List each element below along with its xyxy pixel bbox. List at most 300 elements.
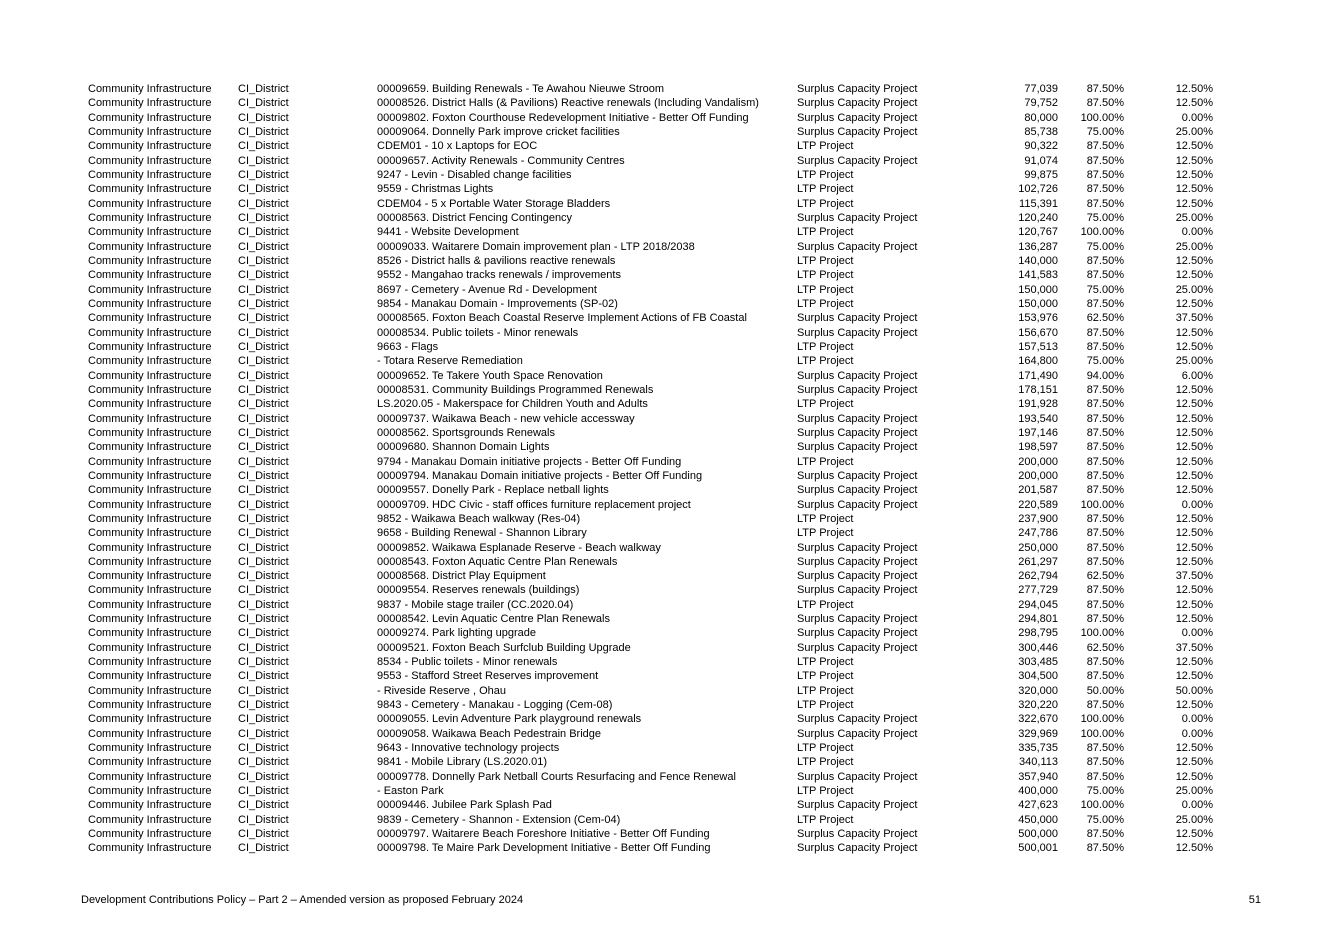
project-cell: 00009852. Waikawa Esplanade Reserve - Beach walkway — [377, 541, 661, 554]
district-cell: CI_District — [238, 742, 289, 755]
district-cell: CI_District — [238, 297, 289, 310]
other-share-cell: 50.00% — [1175, 684, 1213, 697]
project-type-cell: Surplus Capacity Project — [797, 469, 918, 482]
amount-cell: 197,146 — [1018, 426, 1058, 439]
amount-cell: 300,446 — [1018, 641, 1058, 654]
growth-share-cell: 100.00% — [1080, 498, 1124, 511]
project-type-cell: Surplus Capacity Project — [797, 412, 918, 425]
amount-cell: 303,485 — [1018, 656, 1058, 669]
category-cell: Community Infrastructure — [88, 326, 212, 339]
category-cell: Community Infrastructure — [88, 383, 212, 396]
amount-cell: 157,513 — [1018, 340, 1058, 353]
growth-share-cell: 87.50% — [1086, 383, 1124, 396]
table-row — [88, 526, 1228, 540]
project-cell: 8697 - Cemetery - Avenue Rd - Development — [377, 283, 597, 296]
growth-share-cell: 62.50% — [1086, 312, 1124, 325]
category-cell: Community Infrastructure — [88, 283, 212, 296]
table-row — [88, 111, 1228, 125]
project-type-cell: LTP Project — [797, 283, 854, 296]
table-row — [88, 154, 1228, 168]
table-row — [88, 82, 1228, 96]
growth-share-cell: 87.50% — [1086, 842, 1124, 855]
project-type-cell: Surplus Capacity Project — [797, 498, 918, 511]
amount-cell: 191,928 — [1018, 398, 1058, 411]
other-share-cell: 12.50% — [1175, 555, 1213, 568]
district-cell: CI_District — [238, 699, 289, 712]
category-cell: Community Infrastructure — [88, 97, 212, 110]
other-share-cell: 12.50% — [1175, 183, 1213, 196]
district-cell: CI_District — [238, 168, 289, 181]
growth-share-cell: 75.00% — [1086, 125, 1124, 138]
other-share-cell: 12.50% — [1175, 455, 1213, 468]
growth-share-cell: 87.50% — [1086, 441, 1124, 454]
project-cell: 00009798. Te Maire Park Development Initiative - Better Off Funding — [377, 842, 711, 855]
amount-cell: 298,795 — [1018, 627, 1058, 640]
growth-share-cell: 87.50% — [1086, 770, 1124, 783]
growth-share-cell: 75.00% — [1086, 785, 1124, 798]
other-share-cell: 12.50% — [1175, 527, 1213, 540]
table-row — [88, 412, 1228, 426]
district-cell: CI_District — [238, 512, 289, 525]
other-share-cell: 12.50% — [1175, 83, 1213, 95]
other-share-cell: 25.00% — [1175, 283, 1213, 296]
category-cell: Community Infrastructure — [88, 555, 212, 568]
amount-cell: 90,322 — [1024, 140, 1058, 153]
project-type-cell: Surplus Capacity Project — [797, 383, 918, 396]
table-row — [88, 311, 1228, 325]
project-cell: 00009659. Building Renewals - Te Awahou Nieuwe Stroom — [377, 83, 664, 95]
project-cell: LS.2020.05 - Makerspace for Children Youth and Adults — [377, 398, 648, 411]
district-cell: CI_District — [238, 785, 289, 798]
district-cell: CI_District — [238, 211, 289, 224]
other-share-cell: 12.50% — [1175, 541, 1213, 554]
category-cell: Community Infrastructure — [88, 498, 212, 511]
growth-share-cell: 87.50% — [1086, 83, 1124, 95]
table-row — [88, 555, 1228, 569]
project-cell: 9553 - Stafford Street Reserves improvement — [377, 670, 599, 683]
project-cell: 8526 - District halls & pavilions reactive renewals — [377, 254, 616, 267]
other-share-cell: 12.50% — [1175, 742, 1213, 755]
amount-cell: 322,670 — [1018, 713, 1058, 726]
amount-cell: 102,726 — [1018, 183, 1058, 196]
amount-cell: 247,786 — [1018, 527, 1058, 540]
district-cell: CI_District — [238, 570, 289, 583]
district-cell: CI_District — [238, 240, 289, 253]
project-cell: 00009657. Activity Renewals - Community Centres — [377, 154, 625, 167]
district-cell: CI_District — [238, 627, 289, 640]
category-cell: Community Infrastructure — [88, 340, 212, 353]
other-share-cell: 12.50% — [1175, 269, 1213, 282]
district-cell: CI_District — [238, 828, 289, 841]
growth-share-cell: 87.50% — [1086, 469, 1124, 482]
other-share-cell: 12.50% — [1175, 770, 1213, 783]
project-cell: - Totara Reserve Remediation — [377, 355, 523, 368]
district-cell: CI_District — [238, 140, 289, 153]
growth-share-cell: 100.00% — [1080, 627, 1124, 640]
growth-share-cell: 87.50% — [1086, 699, 1124, 712]
district-cell: CI_District — [238, 340, 289, 353]
table-row — [88, 125, 1228, 139]
district-cell: CI_District — [238, 383, 289, 396]
project-type-cell: LTP Project — [797, 684, 854, 697]
table-row — [88, 283, 1228, 297]
growth-share-cell: 87.50% — [1086, 742, 1124, 755]
table-row — [88, 240, 1228, 254]
district-cell: CI_District — [238, 254, 289, 267]
project-type-cell: LTP Project — [797, 455, 854, 468]
amount-cell: 427,623 — [1018, 799, 1058, 812]
category-cell: Community Infrastructure — [88, 369, 212, 382]
amount-cell: 500,001 — [1018, 842, 1058, 855]
table-row — [88, 211, 1228, 225]
growth-share-cell: 100.00% — [1080, 713, 1124, 726]
district-cell: CI_District — [238, 842, 289, 855]
category-cell: Community Infrastructure — [88, 484, 212, 497]
other-share-cell: 0.00% — [1181, 713, 1213, 726]
table-row — [88, 369, 1228, 383]
category-cell: Community Infrastructure — [88, 355, 212, 368]
table-row — [88, 297, 1228, 311]
table-row — [88, 197, 1228, 211]
district-cell: CI_District — [238, 584, 289, 597]
table-row — [88, 770, 1228, 784]
project-cell: 00009055. Levin Adventure Park playground renewals — [377, 713, 642, 726]
table-row — [88, 698, 1228, 712]
project-cell: 9837 - Mobile stage trailer (CC.2020.04) — [377, 598, 574, 611]
amount-cell: 99,875 — [1024, 168, 1058, 181]
table-row — [88, 182, 1228, 196]
district-cell: CI_District — [238, 555, 289, 568]
project-type-cell: LTP Project — [797, 254, 854, 267]
project-cell: 00009778. Donnelly Park Netball Courts Resurfacing and Fence Renewal — [377, 770, 736, 783]
table-row — [88, 426, 1228, 440]
growth-share-cell: 87.50% — [1086, 656, 1124, 669]
category-cell: Community Infrastructure — [88, 469, 212, 482]
table-row — [88, 168, 1228, 182]
project-cell: 9839 - Cemetery - Shannon - Extension (Cem-04) — [377, 813, 621, 826]
amount-cell: 201,587 — [1018, 484, 1058, 497]
table-row — [88, 483, 1228, 497]
category-cell: Community Infrastructure — [88, 312, 212, 325]
category-cell: Community Infrastructure — [88, 297, 212, 310]
amount-cell: 153,976 — [1018, 312, 1058, 325]
table-row — [88, 827, 1228, 841]
other-share-cell: 12.50% — [1175, 326, 1213, 339]
projects-table — [88, 82, 1228, 856]
project-cell: 00008563. District Fencing Contingency — [377, 211, 573, 224]
table-row — [88, 268, 1228, 282]
other-share-cell: 12.50% — [1175, 197, 1213, 210]
project-type-cell: Surplus Capacity Project — [797, 441, 918, 454]
district-cell: CI_District — [238, 813, 289, 826]
category-cell: Community Infrastructure — [88, 83, 212, 95]
category-cell: Community Infrastructure — [88, 742, 212, 755]
project-cell: 9658 - Building Renewal - Shannon Library — [377, 527, 587, 540]
growth-share-cell: 75.00% — [1086, 355, 1124, 368]
table-row — [88, 612, 1228, 626]
table-row — [88, 813, 1228, 827]
amount-cell: 141,583 — [1018, 269, 1058, 282]
category-cell: Community Infrastructure — [88, 254, 212, 267]
category-cell: Community Infrastructure — [88, 756, 212, 769]
district-cell: CI_District — [238, 125, 289, 138]
project-type-cell: LTP Project — [797, 527, 854, 540]
table-row — [88, 455, 1228, 469]
other-share-cell: 25.00% — [1175, 240, 1213, 253]
district-cell: CI_District — [238, 770, 289, 783]
district-cell: CI_District — [238, 541, 289, 554]
growth-share-cell: 100.00% — [1080, 727, 1124, 740]
district-cell: CI_District — [238, 369, 289, 382]
district-cell: CI_District — [238, 283, 289, 296]
category-cell: Community Infrastructure — [88, 398, 212, 411]
project-type-cell: Surplus Capacity Project — [797, 584, 918, 597]
growth-share-cell: 87.50% — [1086, 670, 1124, 683]
project-cell: 9559 - Christmas Lights — [377, 183, 494, 196]
growth-share-cell: 87.50% — [1086, 527, 1124, 540]
district-cell: CI_District — [238, 684, 289, 697]
project-cell: 00009521. Foxton Beach Surfclub Building Upgrade — [377, 641, 631, 654]
other-share-cell: 12.50% — [1175, 699, 1213, 712]
category-cell: Community Infrastructure — [88, 813, 212, 826]
district-cell: CI_District — [238, 326, 289, 339]
project-type-cell: LTP Project — [797, 398, 854, 411]
growth-share-cell: 87.50% — [1086, 154, 1124, 167]
amount-cell: 171,490 — [1018, 369, 1058, 382]
category-cell: Community Infrastructure — [88, 426, 212, 439]
project-cell: 00009557. Donelly Park - Replace netball lights — [377, 484, 609, 497]
growth-share-cell: 75.00% — [1086, 240, 1124, 253]
other-share-cell: 12.50% — [1175, 598, 1213, 611]
category-cell: Community Infrastructure — [88, 412, 212, 425]
other-share-cell: 12.50% — [1175, 297, 1213, 310]
amount-cell: 120,240 — [1018, 211, 1058, 224]
amount-cell: 150,000 — [1018, 297, 1058, 310]
district-cell: CI_District — [238, 727, 289, 740]
project-cell: 00008543. Foxton Aquatic Centre Plan Renewals — [377, 555, 618, 568]
growth-share-cell: 87.50% — [1086, 584, 1124, 597]
category-cell: Community Infrastructure — [88, 140, 212, 153]
category-cell: Community Infrastructure — [88, 828, 212, 841]
growth-share-cell: 87.50% — [1086, 254, 1124, 267]
other-share-cell: 37.50% — [1175, 641, 1213, 654]
project-type-cell: LTP Project — [797, 168, 854, 181]
project-type-cell: LTP Project — [797, 340, 854, 353]
other-share-cell: 12.50% — [1175, 441, 1213, 454]
amount-cell: 304,500 — [1018, 670, 1058, 683]
footer-title: Development Contributions Policy – Part 2 – Amended version as proposed February 2024 — [81, 894, 524, 906]
project-cell: 00009737. Waikawa Beach - new vehicle accessway — [377, 412, 635, 425]
project-type-cell: LTP Project — [797, 197, 854, 210]
district-cell: CI_District — [238, 226, 289, 239]
table-row — [88, 669, 1228, 683]
project-cell: 00008568. District Play Equipment — [377, 570, 546, 583]
category-cell: Community Infrastructure — [88, 197, 212, 210]
growth-share-cell: 75.00% — [1086, 211, 1124, 224]
project-type-cell: Surplus Capacity Project — [797, 799, 918, 812]
other-share-cell: 12.50% — [1175, 584, 1213, 597]
other-share-cell: 12.50% — [1175, 828, 1213, 841]
growth-share-cell: 94.00% — [1086, 369, 1124, 382]
growth-share-cell: 87.50% — [1086, 426, 1124, 439]
other-share-cell: 12.50% — [1175, 412, 1213, 425]
amount-cell: 140,000 — [1018, 254, 1058, 267]
category-cell: Community Infrastructure — [88, 842, 212, 855]
district-cell: CI_District — [238, 527, 289, 540]
project-type-cell: Surplus Capacity Project — [797, 154, 918, 167]
table-row — [88, 326, 1228, 340]
growth-share-cell: 87.50% — [1086, 412, 1124, 425]
district-cell: CI_District — [238, 269, 289, 282]
project-type-cell: Surplus Capacity Project — [797, 613, 918, 626]
project-cell: 00009794. Manakau Domain initiative projects - Better Off Funding — [377, 469, 703, 482]
other-share-cell: 6.00% — [1181, 369, 1213, 382]
amount-cell: 200,000 — [1018, 455, 1058, 468]
growth-share-cell: 100.00% — [1080, 111, 1124, 124]
district-cell: CI_District — [238, 398, 289, 411]
amount-cell: 450,000 — [1018, 813, 1058, 826]
category-cell: Community Infrastructure — [88, 441, 212, 454]
project-cell: 9852 - Waikawa Beach walkway (Res-04) — [377, 512, 581, 525]
amount-cell: 85,738 — [1024, 125, 1058, 138]
project-cell: 00009058. Waikawa Beach Pedestrain Bridge — [377, 727, 602, 740]
table-row — [88, 340, 1228, 354]
other-share-cell: 0.00% — [1181, 799, 1213, 812]
amount-cell: 400,000 — [1018, 785, 1058, 798]
project-type-cell: LTP Project — [797, 699, 854, 712]
other-share-cell: 0.00% — [1181, 226, 1213, 239]
table-row — [88, 498, 1228, 512]
category-cell: Community Infrastructure — [88, 269, 212, 282]
category-cell: Community Infrastructure — [88, 226, 212, 239]
district-cell: CI_District — [238, 111, 289, 124]
project-cell: 9854 - Manakau Domain - Improvements (SP-02) — [377, 297, 618, 310]
growth-share-cell: 87.50% — [1086, 340, 1124, 353]
project-cell: 9663 - Flags — [377, 340, 439, 353]
growth-share-cell: 87.50% — [1086, 197, 1124, 210]
project-type-cell: Surplus Capacity Project — [797, 713, 918, 726]
table-row — [88, 684, 1228, 698]
growth-share-cell: 87.50% — [1086, 541, 1124, 554]
growth-share-cell: 100.00% — [1080, 226, 1124, 239]
project-cell: 00009064. Donnelly Park improve cricket facilities — [377, 125, 620, 138]
project-cell: 00009446. Jubilee Park Splash Pad — [377, 799, 552, 812]
other-share-cell: 12.50% — [1175, 383, 1213, 396]
table-row — [88, 641, 1228, 655]
growth-share-cell: 62.50% — [1086, 641, 1124, 654]
district-cell: CI_District — [238, 799, 289, 812]
table-row — [88, 841, 1228, 855]
project-type-cell: Surplus Capacity Project — [797, 111, 918, 124]
project-type-cell: Surplus Capacity Project — [797, 97, 918, 110]
growth-share-cell: 87.50% — [1086, 555, 1124, 568]
page-footer — [81, 894, 1261, 910]
category-cell: Community Infrastructure — [88, 641, 212, 654]
growth-share-cell: 87.50% — [1086, 140, 1124, 153]
amount-cell: 261,297 — [1018, 555, 1058, 568]
amount-cell: 120,767 — [1018, 226, 1058, 239]
project-cell: 9643 - Innovative technology projects — [377, 742, 560, 755]
amount-cell: 294,045 — [1018, 598, 1058, 611]
district-cell: CI_District — [238, 355, 289, 368]
project-type-cell: Surplus Capacity Project — [797, 770, 918, 783]
project-cell: CDEM01 - 10 x Laptops for EOC — [377, 140, 538, 153]
category-cell: Community Infrastructure — [88, 211, 212, 224]
amount-cell: 200,000 — [1018, 469, 1058, 482]
district-cell: CI_District — [238, 484, 289, 497]
project-cell: 00008534. Public toilets - Minor renewals — [377, 326, 579, 339]
project-cell: 9552 - Mangahao tracks renewals / improvements — [377, 269, 621, 282]
project-type-cell: Surplus Capacity Project — [797, 240, 918, 253]
project-type-cell: Surplus Capacity Project — [797, 828, 918, 841]
district-cell: CI_District — [238, 756, 289, 769]
growth-share-cell: 87.50% — [1086, 326, 1124, 339]
category-cell: Community Infrastructure — [88, 512, 212, 525]
amount-cell: 320,220 — [1018, 699, 1058, 712]
other-share-cell: 12.50% — [1175, 254, 1213, 267]
district-cell: CI_District — [238, 641, 289, 654]
project-type-cell: LTP Project — [797, 785, 854, 798]
district-cell: CI_District — [238, 183, 289, 196]
amount-cell: 150,000 — [1018, 283, 1058, 296]
project-type-cell: LTP Project — [797, 598, 854, 611]
project-cell: 9843 - Cemetery - Manakau - Logging (Cem-08) — [377, 699, 613, 712]
table-row — [88, 354, 1228, 368]
amount-cell: 79,752 — [1024, 97, 1058, 110]
district-cell: CI_District — [238, 312, 289, 325]
amount-cell: 340,113 — [1019, 756, 1058, 769]
category-cell: Community Infrastructure — [88, 125, 212, 138]
project-type-cell: LTP Project — [797, 355, 854, 368]
project-cell: 00009797. Waitarere Beach Foreshore Initiative - Better Off Funding — [377, 828, 710, 841]
project-type-cell: LTP Project — [797, 140, 854, 153]
amount-cell: 237,900 — [1018, 512, 1058, 525]
project-type-cell: Surplus Capacity Project — [797, 211, 918, 224]
district-cell: CI_District — [238, 455, 289, 468]
project-type-cell: Surplus Capacity Project — [797, 570, 918, 583]
amount-cell: 136,287 — [1018, 240, 1058, 253]
project-type-cell: Surplus Capacity Project — [797, 727, 918, 740]
project-type-cell: Surplus Capacity Project — [797, 627, 918, 640]
category-cell: Community Infrastructure — [88, 656, 212, 669]
amount-cell: 156,670 — [1018, 326, 1058, 339]
table-row — [88, 784, 1228, 798]
table-row — [88, 755, 1228, 769]
amount-cell: 320,000 — [1018, 684, 1058, 697]
other-share-cell: 12.50% — [1175, 469, 1213, 482]
project-type-cell: LTP Project — [797, 813, 854, 826]
other-share-cell: 12.50% — [1175, 426, 1213, 439]
growth-share-cell: 87.50% — [1086, 484, 1124, 497]
amount-cell: 80,000 — [1024, 111, 1058, 124]
project-cell: 00008526. District Halls (& Pavilions) Reactive renewals (Including Vandalism) — [377, 97, 759, 110]
district-cell: CI_District — [238, 656, 289, 669]
project-cell: 00008542. Levin Aquatic Centre Plan Renewals — [377, 613, 610, 626]
project-cell: 00009680. Shannon Domain Lights — [377, 441, 550, 454]
table-row — [88, 96, 1228, 110]
project-type-cell: LTP Project — [797, 183, 854, 196]
table-row — [88, 727, 1228, 741]
project-cell: 00008562. Sportsgrounds Renewals — [377, 426, 555, 439]
project-type-cell: LTP Project — [797, 226, 854, 239]
project-type-cell: Surplus Capacity Project — [797, 555, 918, 568]
growth-share-cell: 87.50% — [1086, 97, 1124, 110]
table-row — [88, 569, 1228, 583]
project-cell: 00009033. Waitarere Domain improvement plan - LTP 2018/2038 — [377, 240, 695, 253]
project-cell: - Riveside Reserve , Ohau — [377, 684, 506, 697]
other-share-cell: 0.00% — [1181, 111, 1213, 124]
category-cell: Community Infrastructure — [88, 168, 212, 181]
